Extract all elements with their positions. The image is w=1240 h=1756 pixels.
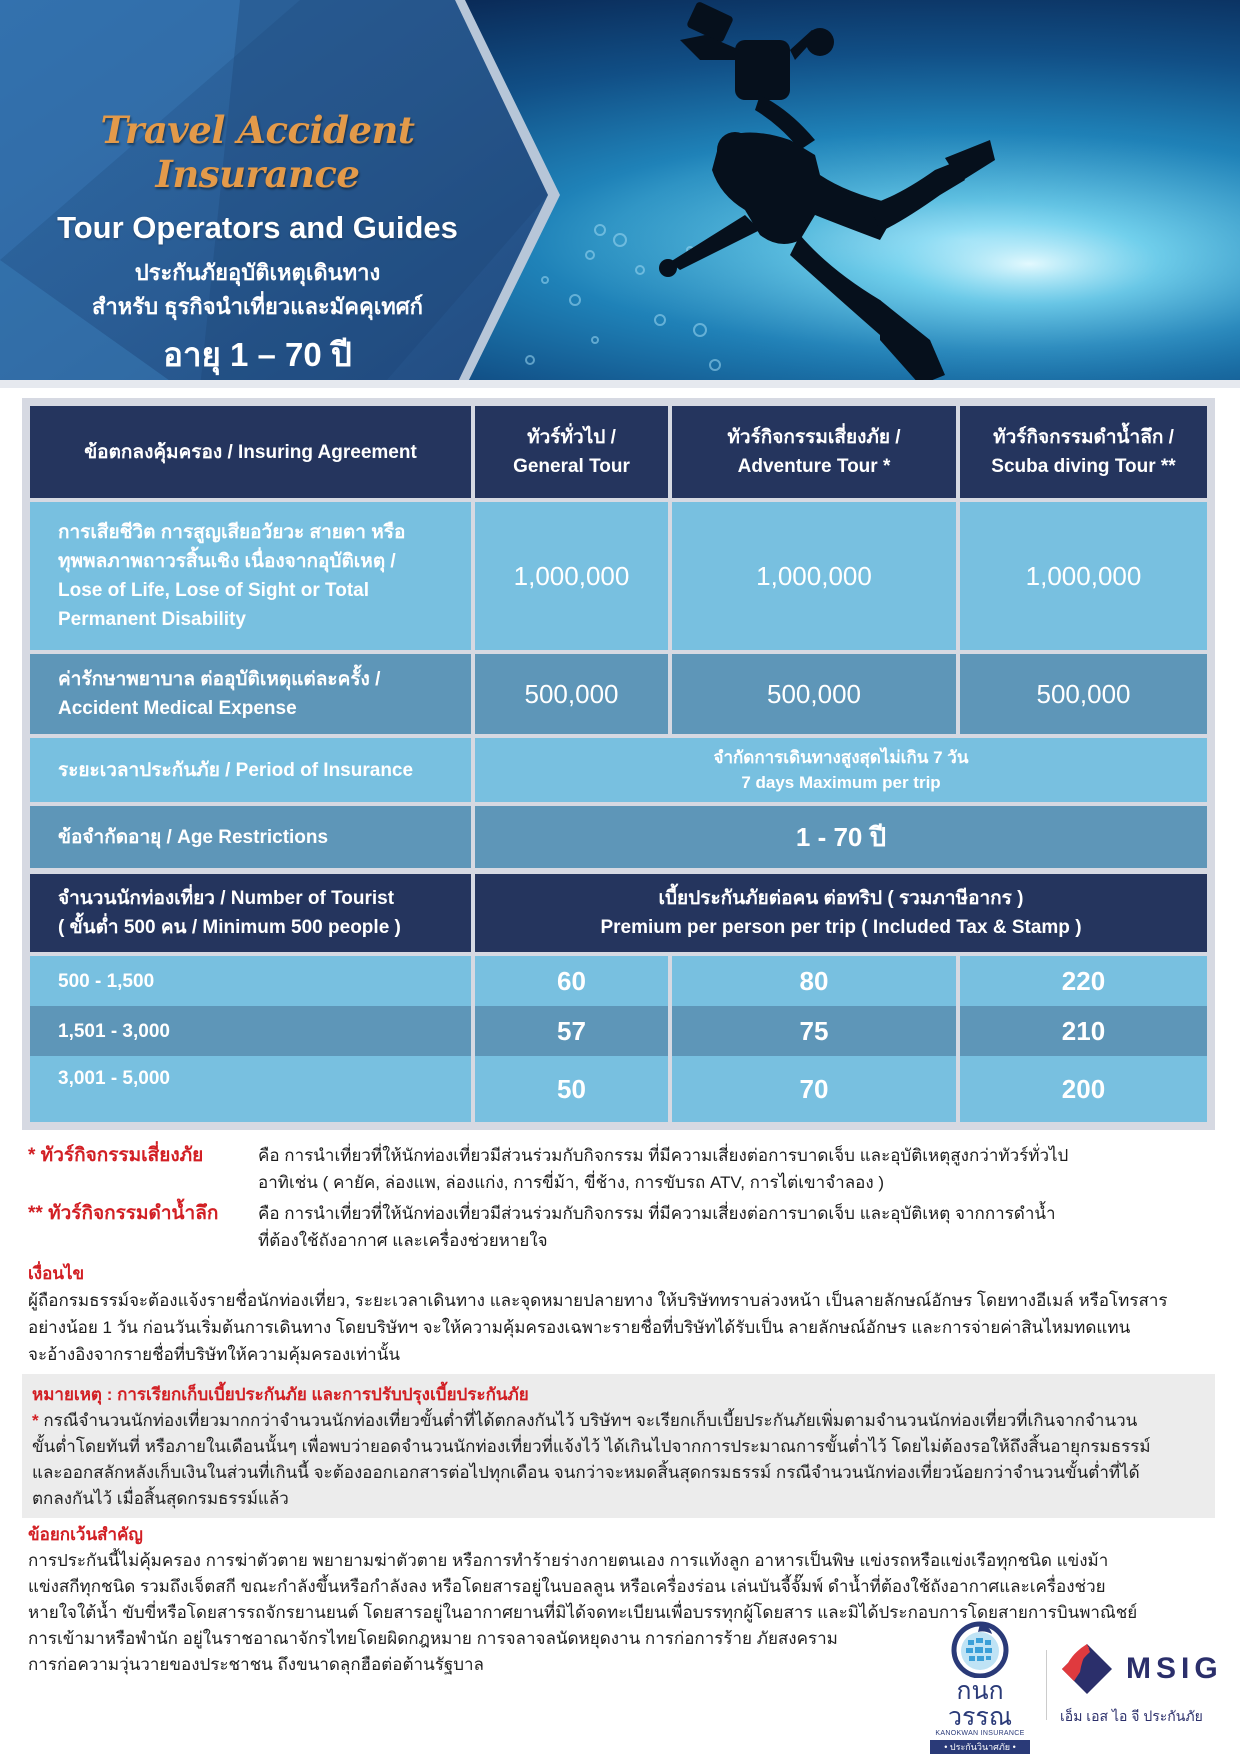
exclusions-title: ข้อยกเว้นสำคัญ	[28, 1525, 143, 1544]
msig-diamond-icon	[1060, 1642, 1114, 1696]
tier-range-2: 1,501 - 3,000	[30, 1006, 471, 1056]
header-adventure-tour: ทัวร์กิจกรรมเสี่ยงภัย / Adventure Tour *	[672, 406, 956, 498]
remark-title: หมายเหตุ : การเรียกเก็บเบี้ยประกันภัย และการปรับปรุงเบี้ยประกันภัย	[32, 1385, 529, 1404]
tier-range-1: 500 - 1,500	[30, 956, 471, 1006]
adventure-tour-definition: * ทัวร์กิจกรรมเสี่ยงภัย คือ การนำเที่ยวที่ให้นักท่องเที่ยวมีส่วนร่วมกับกิจกรรม ที่มีความเสี่ยงต่อการบาดเจ็บ และอุบัติเหตุสูงกว่าทัวร์ทั่วไป อาทิเช่น ( คายัค, ล่องแพ, ล่องแก่ง, การขี่ม้า, ขี่ช้าง, การขับรถ ATV, การไต่เขาจำลอง )	[28, 1145, 1069, 1192]
medical-value-scuba: 500,000	[960, 654, 1207, 734]
tier-range-3: 3,001 - 5,000	[30, 1056, 471, 1122]
product-subtitle: Tour Operators and Guides	[57, 210, 458, 245]
premium-general-tier-1: 60	[475, 956, 668, 1006]
coverage-value-adventure: 1,000,000	[672, 502, 956, 650]
msig-logo: MSIG เอ็ม เอส ไอ จี ประกันภัย	[1060, 1640, 1230, 1740]
premium-remark-box: หมายเหตุ : การเรียกเก็บเบี้ยประกันภัย และการปรับปรุงเบี้ยประกันภัย * กรณีจำนวนนักท่องเที่ยวมากกว่าจำนวนนักท่องเที่ยวขั้นต่ำที่ได้ตกลงกันไว้ บริษัทฯ จะเรียกเก็บเบี้ยประกันภัยเพิ่มตามจำนวนนักท่องเที่ยวที่เกินจากจำนวน ขั้นต่ำโดยทันที่ หรือภายในเดือนนั้นๆ เพื่อพบว่ายอดจำนวนนักท่องเที่ยวที่แจ้งไว้ ได้เกินไปจากการประมาณการขั้นต่ำไว้ โดยไม่ต้องรอให้ถึงสิ้นอายุกรมธรรม์ และออกสลักหลังเก็บเงินในส่วนที่เกินนี้ จะต้องออกเอกสารต่อไปทุกเดือน จนกว่าจะหมดสิ้นสุดกรมธรรม์ กรณีจำนวนนักท่องเที่ยวน้อยกว่าจำนวนขั้นต่ำที่ได้ ตกลงกันไว้ เมื่อสิ้นสุดกรมธรรม์แล้ว	[22, 1374, 1215, 1518]
coverage-label-medical: ค่ารักษาพยาบาล ต่ออุบัติเหตุแต่ละครั้ง / Accident Medical Expense	[30, 654, 471, 734]
premium-scuba-tier-3: 200	[960, 1056, 1207, 1122]
period-value: จำกัดการเดินทางสูงสุดไม่เกิน 7 วัน 7 days Maximum per trip	[475, 738, 1207, 802]
coverage-value-general: 1,000,000	[475, 502, 668, 650]
footnotes	[28, 1142, 1218, 1368]
exclusions-section: ข้อยกเว้นสำคัญ การประกันนี้ไม่คุ้มครอง การฆ่าตัวตาย พยายามฆ่าตัวตาย หรือการทำร้ายร่างกายตนเอง การแท้งลูก อาหารเป็นพิษ แข่งรถหรือแข่งเรือทุกชนิด แข่งม้า แข่งสกีทุกชนิด รวมถึงเจ็ตสกี ขณะกำลังขึ้นหรือกำลังลง หรือโดยสารอยู่ในบอลลูน หรือเครื่องร่อน เล่นบันจี้จั๊มพ์ ดำน้ำที่ต้องใช้ถังอากาศและเครื่องช่วย หายใจใต้น้ำ ขับขี่หรือโดยสารรถจักรยานยนต์ โดยสารอยู่ในอากาศยานที่มิได้จดทะเบียนเพื่อบรรทุกผู้โดยสาร และมิได้ประกอบการโดยสายการบินพาณิชย์ การเข้ามาหรือพำนัก อยู่ในราชอาณาจักรไทยโดยผิดกฎหมาย การจลาจลนัดหยุดงาน การก่อการร้าย ภัยสงคราม การก่อความวุ่นวายของประชาชน ถึงขนาดลุกฮือต่อต้านรัฐบาล	[28, 1522, 1218, 1678]
header-number-of-tourist: จำนวนนักท่องเที่ยว / Number of Tourist ( ขั้นต่ำ 500 คน / Minimum 500 people )	[30, 874, 471, 952]
medical-value-general: 500,000	[475, 654, 668, 734]
partner-logos	[930, 1620, 1230, 1750]
age-range-headline: อายุ 1 – 70 ปี	[163, 336, 352, 373]
scuba-tour-definition: ** ทัวร์กิจกรรมดำน้ำลึก คือ การนำเที่ยวที่ให้นักท่องเที่ยวมีส่วนร่วมกับกิจกรรม ที่มีความเสี่ยงต่อการบาดเจ็บ และอุบัติเหตุ จากการดำน้ำ ที่ต้องใช้ถังอากาศ และเครื่องช่วยหายใจ	[28, 1203, 1056, 1250]
product-title: Travel Accident Insurance	[100, 108, 415, 196]
conditions-title: เงื่อนไข	[28, 1264, 85, 1283]
medical-value-adventure: 500,000	[672, 654, 956, 734]
premium-adventure-tier-3: 70	[672, 1056, 956, 1122]
product-subtitle-th-2: สำหรับ ธุรกิจนำเที่ยวและมัคคุเทศก์	[91, 294, 423, 319]
globe-icon	[950, 1620, 1010, 1678]
premium-adventure-tier-1: 80	[672, 956, 956, 1006]
coverage-value-scuba: 1,000,000	[960, 502, 1207, 650]
premium-scuba-tier-2: 210	[960, 1006, 1207, 1056]
premium-general-tier-3: 50	[475, 1056, 668, 1122]
header-scuba-tour: ทัวร์กิจกรรมดำน้ำลึก / Scuba diving Tour **	[960, 406, 1207, 498]
product-subtitle-th-1: ประกันภัยอุบัติเหตุเดินทาง	[134, 260, 381, 285]
coverage-table	[22, 398, 1215, 1130]
period-label: ระยะเวลาประกันภัย / Period of Insurance	[30, 738, 471, 802]
logo-divider	[1046, 1650, 1047, 1720]
conditions-section: เงื่อนไข ผู้ถือกรมธรรม์จะต้องแจ้งรายชื่อนักท่องเที่ยว, ระยะเวลาเดินทาง และจุดหมายปลายทาง ให้บริษัททราบล่วงหน้า เป็นลายลักษณ์อักษร โดยทางอีเมล์ หรือโทรสาร อย่างน้อย 1 วัน ก่อนวันเริ่มต้นการเดินทาง โดยบริษัทฯ จะให้ความคุ้มครองเฉพาะรายชื่อที่บริษัทได้รับเป็น ลายลักษณ์อักษร และการจ่ายค่าสินไหมทดแทน จะอ้างอิงจากรายชื่อที่บริษัทให้ความคุ้มครองเท่านั้น	[28, 1260, 1218, 1368]
age-restriction-label: ข้อจำกัดอายุ / Age Restrictions	[30, 806, 471, 868]
header-premium-per-person: เบี้ยประกันภัยต่อคน ต่อทริป ( รวมภาษีอากร ) Premium per person per trip ( Included Tax & Stamp )	[475, 874, 1207, 952]
header-general-tour: ทัวร์ทั่วไป / General Tour	[475, 406, 668, 498]
hero-text-block	[0, 108, 515, 381]
coverage-label-death-disability: การเสียชีวิต การสูญเสียอวัยวะ สายตา หรือ ทุพพลภาพถาวรสิ้นเชิง เนื่องจากอุบัติเหตุ / Lose of Life, Lose of Sight or Total Permanent Disability	[30, 502, 471, 650]
premium-adventure-tier-2: 75	[672, 1006, 956, 1056]
kanokwan-logo: กนกวรรณ KANOKWAN INSURANCE • ประกันวินาศภัย •	[930, 1620, 1030, 1748]
premium-scuba-tier-1: 220	[960, 956, 1207, 1006]
premium-general-tier-2: 57	[475, 1006, 668, 1056]
header-insuring-agreement: ข้อตกลงคุ้มครอง / Insuring Agreement	[30, 406, 471, 498]
age-restriction-value: 1 - 70 ปี	[475, 806, 1207, 868]
hero-banner	[0, 0, 1240, 388]
